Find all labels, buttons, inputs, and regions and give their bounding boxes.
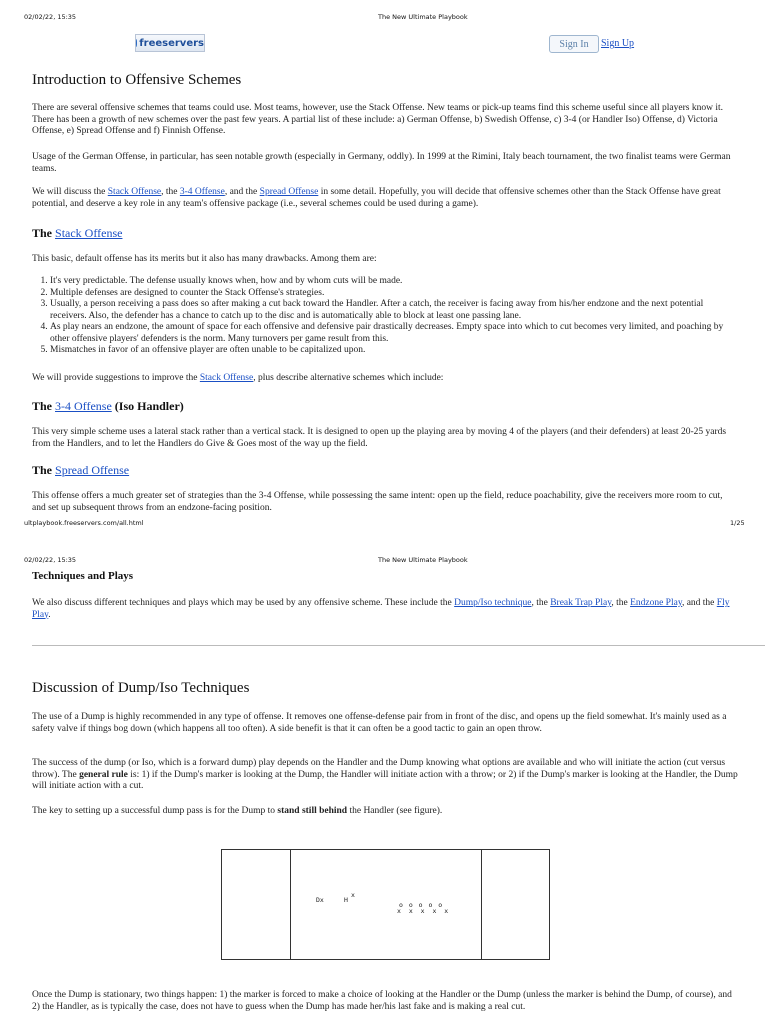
stack-offense-link[interactable]: Stack Offense: [107, 187, 162, 197]
techniques-heading: Techniques and Plays: [32, 570, 134, 582]
handler-defender-marker: x: [351, 891, 355, 899]
dump-marker: Dx: [316, 896, 324, 904]
list-item: 2. Multiple defenses are designed to counter the Stack Offense's strategies.: [50, 288, 738, 300]
spread-heading: The Spread Offense: [32, 463, 130, 477]
print-page-title: The New Ultimate Playbook: [378, 13, 468, 21]
three-four-heading: The 3-4 Offense (Iso Handler): [32, 399, 184, 413]
three-four-text: This very simple scheme uses a lateral stack rather than a vertical stack. It is designed to open up the playing area by moving 4 of the players (and their defenders) at least 20-25 yards from the Handlers, and to let the Handlers do Give & Goes most of the way up the field.: [32, 427, 727, 449]
fly-play-link[interactable]: Fly Play: [32, 598, 730, 620]
dump-paragraph-3: The key to setting up a successful dump pass is for the Dump to stand still behind the Handler (see figure).: [32, 806, 443, 816]
dump-heading: Discussion of Dump/Iso Techniques: [32, 680, 250, 696]
print-page-title-2: The New Ultimate Playbook: [378, 556, 468, 564]
intro-paragraph-2: Usage of the German Offense, in particular, has seen notable growth (especially in Germany, oddly). In 1999 at the Rimini, Italy beach tournament, the two finalist teams were German teams.: [32, 152, 731, 174]
three-four-offense-link[interactable]: 3-4 Offense: [179, 187, 225, 197]
intro-paragraph-1: There are several offensive schemes that teams could use. Most teams, however, use the Stack Offense. New teams or pick-up teams find this scheme useful since all players know it. There has been a growth of new schemes over the past few years. A partial list of these include: a) German Offense, b) Swedish Offense, c) 3-4 (or Handler Iso) Offense, d) Victoria Offense, e) Spread Offense and f) Finnish Offense.: [32, 103, 723, 136]
handler-marker: H: [344, 896, 348, 904]
three-four-heading-link[interactable]: 3-4 Offense: [55, 399, 112, 413]
intro-title: Introduction to Offensive Schemes: [32, 72, 242, 88]
dump-paragraph-2: The success of the dump (or Iso, which is a forward dump) play depends on the Handler and the Dump knowing what options are available and who will initiate the action (cut versus throw). The general rule is: 1) if the Dump's marker is looking at the Dump, the Handler will initiate action with a throw; or 2) if the Dump's marker is looking at the Handler, the Dump will initiate action with a cut.: [32, 758, 738, 791]
field-line-right: [481, 850, 482, 959]
logo-icon: [136, 39, 137, 47]
intro-section: [32, 72, 738, 89]
spread-heading-link[interactable]: Spread Offense: [55, 463, 130, 477]
stack-offense-link-2[interactable]: Stack Offense: [199, 373, 254, 383]
print-url: ultplaybook.freeservers.com/all.html: [24, 519, 144, 527]
stack-after: We will provide suggestions to improve the Stack Offense, plus describe alternative schemes which include:: [32, 373, 444, 383]
stack-drawbacks-list: [32, 276, 738, 357]
print-date-2: 02/02/22, 15:35: [24, 556, 77, 564]
dump-paragraph-1: The use of a Dump is highly recommended in any type of offense. It removes one offense-defense pair from in front of the disc, and opens up the field somewhat. It's mainly used as a safety valve if things bog down (which happens all too often). A side benefit is that it can often be a good tactic to gain an open throw.: [32, 712, 727, 734]
dump-figure: [221, 849, 550, 960]
spread-offense-link[interactable]: Spread Offense: [259, 187, 319, 197]
stack-heading-link[interactable]: Stack Offense: [55, 226, 123, 240]
field-line-left: [290, 850, 291, 959]
dump-paragraph-4: Once the Dump is stationary, two things happen: 1) the marker is forced to make a choice of looking at the Handler or the Dump (unless the marker is behind the Dump, of course), and 2) the Handler, as is typically the case, does not have to guess when the Dump has made her/his last fake and is making a real cut.: [32, 990, 732, 1012]
dump-iso-link[interactable]: Dump/Iso technique: [454, 598, 532, 608]
section-divider: [32, 645, 765, 646]
spread-text: This offense offers a much greater set of strategies than the 3-4 Offense, while possessing the same intent: open up the field, reduce poachability, give the receivers more room to cut, and set up subsequent throws from an endzone-facing position.: [32, 491, 723, 513]
list-item: 4. As play nears an endzone, the amount of space for each offensive and defensive pair drastically decreases. Empty space into which to cut becomes very limited, and poaching by other offensive players' defenders is the norm. Many turnovers per game result from this.: [50, 322, 738, 345]
break-trap-link[interactable]: Break Trap Play: [550, 598, 612, 608]
freeservers-logo[interactable]: freeservers: [135, 34, 205, 52]
endzone-play-link[interactable]: Endzone Play: [630, 598, 682, 608]
list-item: 3. Usually, a person receiving a pass does so after making a cut back toward the Handler. After a catch, the receiver is facing away from his/her endzone and the next potential receivers. Also, the defender has a chance to catch up to the disc and is automatically able to block at least one passing lane.: [50, 299, 738, 322]
offense-row: o o o o o: [399, 901, 444, 909]
defense-row: x x x x x: [397, 907, 451, 915]
sign-in-button[interactable]: Sign In: [549, 35, 599, 53]
stack-intro: This basic, default offense has its merits but it also has many drawbacks. Among them are:: [32, 254, 377, 264]
print-page-number: 1/25: [730, 519, 745, 527]
sign-up-link[interactable]: Sign Up: [601, 38, 635, 49]
list-item: 1. It's very predictable. The defense usually knows when, how and by whom cuts will be made.: [50, 276, 738, 288]
stack-heading: The Stack Offense: [32, 226, 123, 240]
intro-paragraph-3: We will discuss the Stack Offense, the 3-4 Offense, and the Spread Offense in some detail. Hopefully, you will decide that offensive schemes other than the Stack Offense have great potential, and deserve a key role in any team's offensive package (i.e., several schemes could be used during a game).: [32, 187, 721, 209]
techniques-text: We also discuss different techniques and plays which may be used by any offensive scheme. These include the Dump/Iso technique, the Break Trap Play, the Endzone Play, and the Fly Play.: [32, 598, 730, 620]
print-date: 02/02/22, 15:35: [24, 13, 77, 21]
list-item: 5. Mismatches in favor of an offensive player are often unable to be capitalized upon.: [50, 345, 738, 357]
